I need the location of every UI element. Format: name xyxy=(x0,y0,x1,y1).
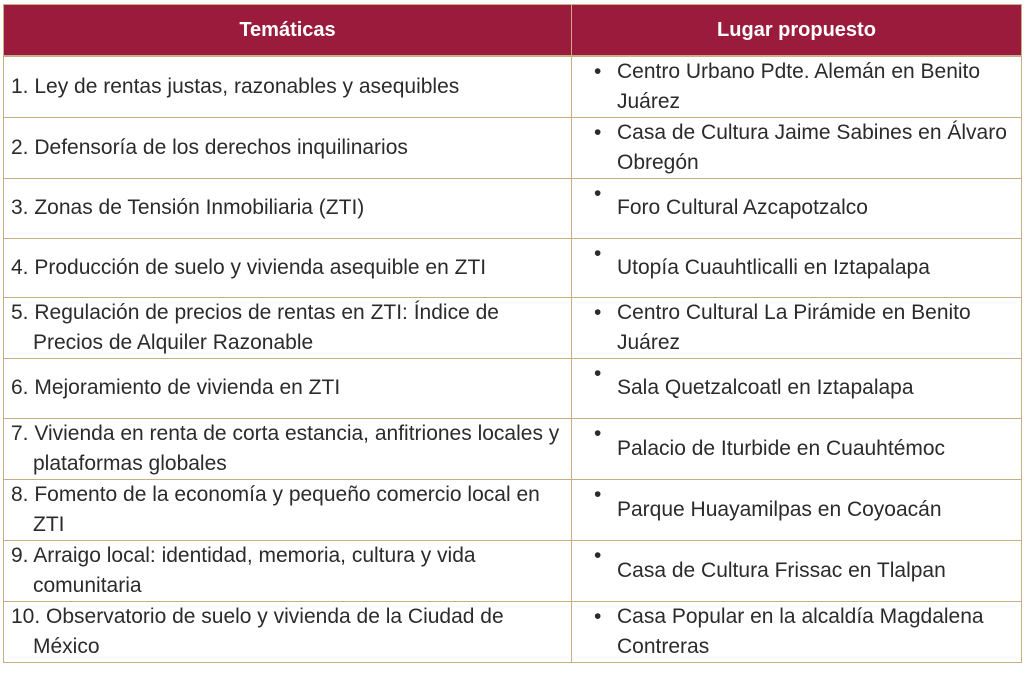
table-header-row xyxy=(4,5,1022,57)
header-themes: Temáticas xyxy=(4,5,572,57)
theme-cell: 10. Observatorio de suelo y vivienda de la Ciudad de México xyxy=(4,601,572,662)
place-cell xyxy=(572,118,1022,179)
place-text: Centro Urbano Pdte. Alemán en Benito Juárez xyxy=(617,60,981,113)
theme-cell: 7. Vivienda en renta de corta estancia, anfitriones locales y plataformas globales xyxy=(4,418,572,479)
bullet: • xyxy=(594,60,602,83)
place-cell xyxy=(572,238,1022,298)
bullet: • xyxy=(594,604,602,628)
bullet: • xyxy=(594,543,602,567)
place-text: Foro Cultural Azcapotzalco xyxy=(617,196,868,220)
bullet: • xyxy=(594,421,602,445)
theme-cell: 9. Arraigo local: identidad, memoria, cultura y vida comunitaria xyxy=(4,540,572,601)
table-row xyxy=(4,56,1022,118)
place-text: Casa de Cultura Jaime Sabines en Álvaro Obregón xyxy=(617,121,1007,174)
table-row xyxy=(4,418,1022,479)
place-cell xyxy=(572,56,1022,118)
table-row xyxy=(4,479,1022,540)
place-cell xyxy=(572,479,1022,540)
bullet: • xyxy=(594,301,602,325)
theme-cell: 5. Regulación de precios de rentas en ZTI: Índice de Precios de Alquiler Razonable xyxy=(4,298,572,359)
place-cell xyxy=(572,298,1022,359)
theme-cell: 2. Defensoría de los derechos inquilinarios xyxy=(4,118,572,179)
table-row xyxy=(4,179,1022,239)
bullet: • xyxy=(594,482,602,506)
theme-cell: 1. Ley de rentas justas, razonables y asequibles xyxy=(4,56,572,118)
place-cell xyxy=(572,601,1022,662)
bullet: • xyxy=(594,241,602,265)
place-text: Parque Huayamilpas en Coyoacán xyxy=(617,497,942,521)
themes-table-container xyxy=(3,4,1021,663)
table-row xyxy=(4,298,1022,359)
table-row xyxy=(4,359,1022,419)
table-row xyxy=(4,540,1022,601)
theme-cell: 4. Producción de suelo y vivienda asequible en ZTI xyxy=(4,238,572,298)
bullet: • xyxy=(594,362,602,386)
place-text: Utopía Cuauhtlicalli en Iztapalapa xyxy=(617,255,930,279)
place-cell xyxy=(572,540,1022,601)
place-cell xyxy=(572,359,1022,419)
place-text: Casa de Cultura Frissac en Tlalpan xyxy=(617,558,946,582)
place-text: Sala Quetzalcoatl en Iztapalapa xyxy=(617,376,914,400)
place-cell xyxy=(572,418,1022,479)
theme-cell: 8. Fomento de la economía y pequeño comercio local en ZTI xyxy=(4,479,572,540)
place-text: Centro Cultural La Pirámide en Benito Juárez xyxy=(617,301,971,355)
place-cell xyxy=(572,179,1022,239)
table-row xyxy=(4,601,1022,662)
themes-table xyxy=(3,4,1022,663)
theme-cell: 3. Zonas de Tensión Inmobiliaria (ZTI) xyxy=(4,179,572,239)
bullet: • xyxy=(594,121,602,144)
place-text: Casa Popular en la alcaldía Magdalena Contreras xyxy=(617,604,984,658)
table-row xyxy=(4,238,1022,298)
place-text: Palacio de Iturbide en Cuauhtémoc xyxy=(617,436,946,460)
table-row xyxy=(4,118,1022,179)
bullet: • xyxy=(594,182,602,205)
header-place: Lugar propuesto xyxy=(572,5,1022,57)
theme-cell: 6. Mejoramiento de vivienda en ZTI xyxy=(4,359,572,419)
